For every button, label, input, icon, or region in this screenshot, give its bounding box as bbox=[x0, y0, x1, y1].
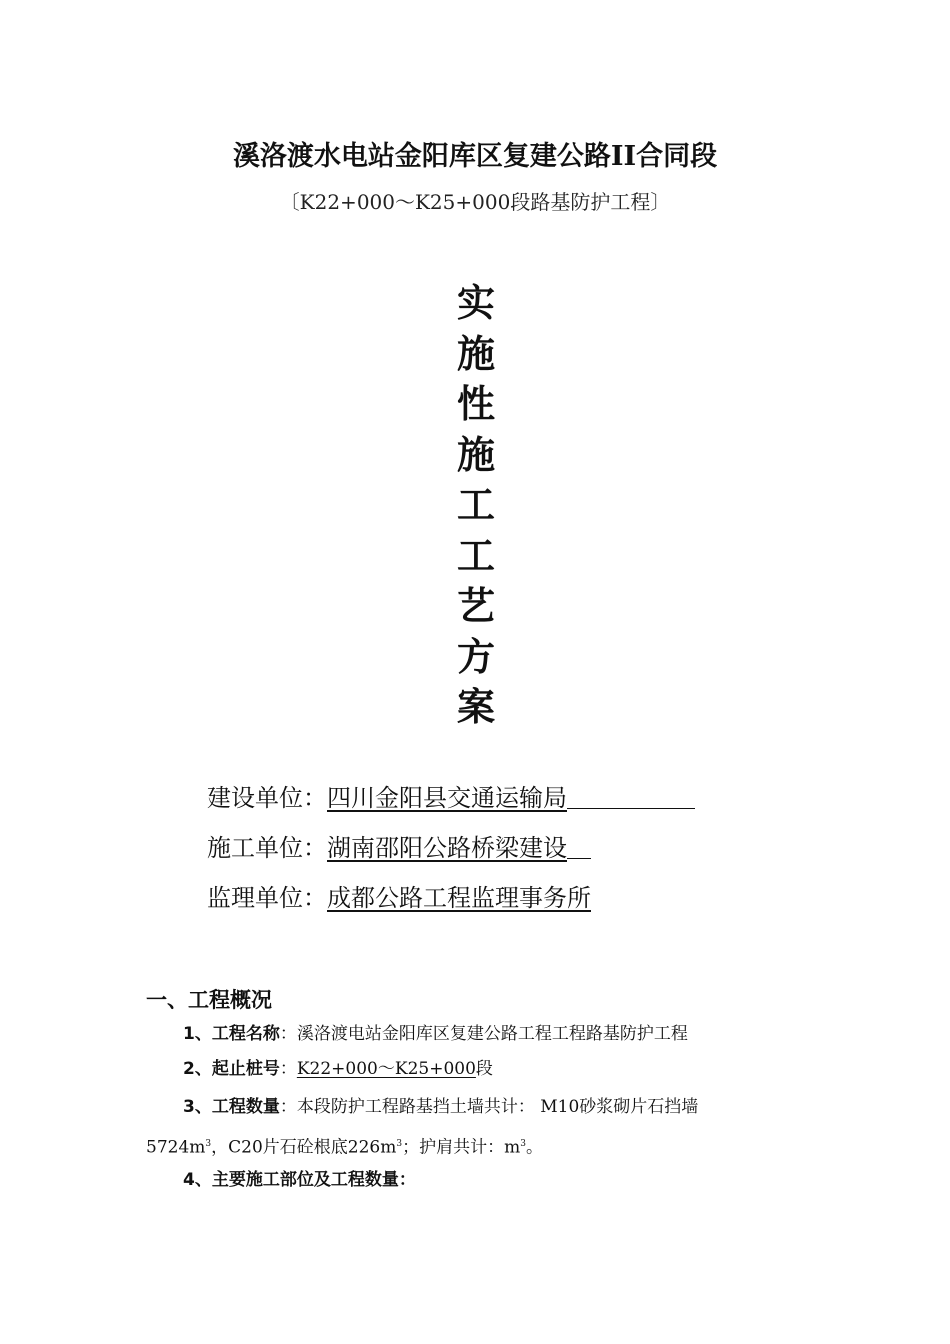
main-title-char: 性 bbox=[456, 382, 495, 426]
text: 5724m bbox=[146, 1137, 206, 1158]
document-title: 溪洛渡水电站金阳库区复建公路II合同段 bbox=[232, 141, 718, 172]
main-title-char: 方 bbox=[456, 634, 495, 679]
item-sep: ： bbox=[279, 1097, 297, 1117]
org-supervisor bbox=[207, 882, 591, 914]
item-main-parts bbox=[183, 1167, 416, 1193]
item-label: 4、主要施工部位及工程数量： bbox=[183, 1170, 416, 1190]
text: 。 bbox=[525, 1137, 543, 1158]
main-title-char: 实 bbox=[456, 281, 495, 325]
vertical-main-title bbox=[450, 278, 502, 733]
org-contractor bbox=[207, 832, 591, 864]
item-sep: ： bbox=[279, 1059, 297, 1079]
item-label: 2、起止桩号 bbox=[183, 1059, 280, 1079]
org-value: 四川金阳县交通运输局 bbox=[327, 784, 567, 812]
item-suffix: 段 bbox=[475, 1059, 493, 1079]
document-subtitle: 〔K22+000～K25+000段路基防护工程〕 bbox=[279, 190, 671, 214]
main-title-char: 施 bbox=[456, 432, 495, 477]
org-value: 成都公路工程监理事务所 bbox=[327, 884, 591, 912]
item-stake-range bbox=[183, 1056, 493, 1082]
text: ；护肩共计：m bbox=[402, 1137, 521, 1158]
main-title-char: 艺 bbox=[456, 584, 495, 628]
underline-pad bbox=[567, 832, 591, 859]
main-title-char: 工 bbox=[456, 483, 495, 527]
org-label: 监理单位： bbox=[207, 884, 327, 912]
org-value: 湖南邵阳公路桥梁建设 bbox=[327, 834, 567, 862]
org-construction-owner bbox=[207, 782, 695, 814]
superscript: 3 bbox=[520, 1139, 526, 1149]
item-label: 3、工程数量 bbox=[183, 1097, 280, 1117]
item-quantity bbox=[183, 1094, 698, 1120]
item-project-name bbox=[183, 1021, 688, 1047]
item-value: K22+000～K25+000 bbox=[296, 1059, 476, 1079]
section-heading: 一、工程概况 bbox=[146, 988, 272, 1012]
item-label: 1、工程名称 bbox=[183, 1024, 280, 1044]
underline-pad bbox=[567, 782, 695, 809]
item-sep: ： bbox=[279, 1024, 297, 1044]
main-title-char: 案 bbox=[456, 685, 495, 729]
item-quantity-continued bbox=[146, 1131, 543, 1161]
main-title-char: 施 bbox=[456, 331, 495, 376]
org-label: 施工单位： bbox=[207, 834, 327, 862]
item-value: 溪洛渡电站金阳库区复建公路工程工程路基防护工程 bbox=[296, 1024, 688, 1044]
main-title-char: 工 bbox=[456, 533, 495, 578]
superscript: 3 bbox=[205, 1139, 212, 1149]
org-label: 建设单位： bbox=[207, 784, 327, 812]
text: ，C20片石砼根底226m bbox=[211, 1137, 397, 1158]
item-value: 本段防护工程路基挡土墙共计： M10砂浆砌片石挡墙 bbox=[296, 1097, 699, 1117]
superscript: 3 bbox=[396, 1139, 403, 1149]
